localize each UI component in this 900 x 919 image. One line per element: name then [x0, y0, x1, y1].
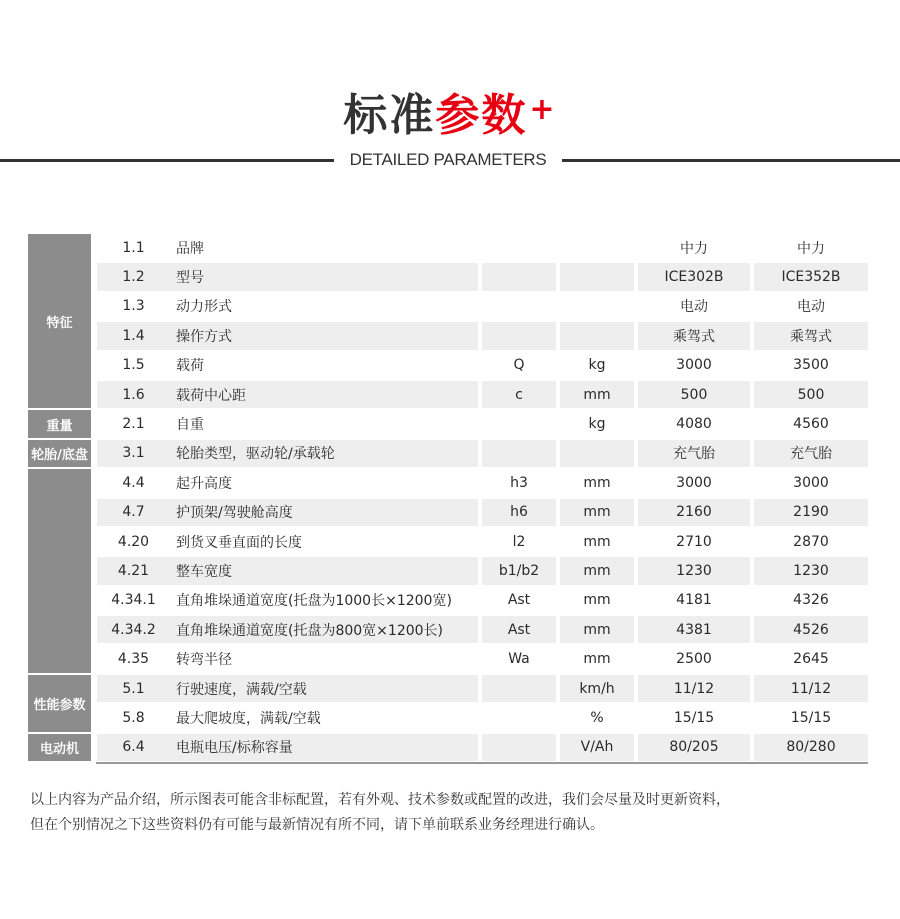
- category-tire: 轮胎/底盘: [28, 439, 94, 468]
- table-row: [28, 262, 868, 291]
- row-number: 5.1: [94, 674, 170, 703]
- row-value-1: 1230: [636, 556, 752, 585]
- row-unit: km/h: [558, 674, 636, 703]
- plus-icon: +: [529, 92, 557, 127]
- table-bottom-rule: [96, 762, 868, 764]
- row-name: 整车宽度: [170, 556, 480, 585]
- row-number: 1.1: [94, 234, 170, 262]
- row-name: 到货叉垂直面的长度: [170, 527, 480, 556]
- row-unit: [558, 292, 636, 321]
- row-value-2: 80/280: [752, 733, 868, 762]
- footnote-line-1: 以上内容为产品介绍，所示图表可能含非标配置，若有外观、技术参数或配置的改进，我们会尽量及时更新资料，: [30, 792, 730, 808]
- table-row: [28, 439, 868, 468]
- divider-right: [562, 159, 900, 162]
- row-value-2: 1230: [752, 556, 868, 585]
- row-unit: V/Ah: [558, 733, 636, 762]
- page-title: [0, 88, 900, 144]
- row-value-2: 3500: [752, 351, 868, 380]
- row-value-2: 2870: [752, 527, 868, 556]
- row-name: 轮胎类型，驱动轮/承载轮: [170, 439, 480, 468]
- category-weight: 重量: [28, 409, 94, 438]
- row-value-1: 4381: [636, 615, 752, 644]
- row-value-2: 乘驾式: [752, 321, 868, 350]
- table-row: [28, 380, 868, 409]
- row-unit: mm: [558, 527, 636, 556]
- row-value-1: 15/15: [636, 703, 752, 732]
- table-row: [28, 468, 868, 497]
- row-symbol: [480, 703, 558, 732]
- row-name: 型号: [170, 262, 480, 291]
- row-value-2: 4560: [752, 409, 868, 438]
- row-unit: [558, 321, 636, 350]
- row-value-1: 充气胎: [636, 439, 752, 468]
- row-symbol: [480, 321, 558, 350]
- row-symbol: h3: [480, 468, 558, 497]
- row-name: 转弯半径: [170, 644, 480, 673]
- table-row: [28, 586, 868, 615]
- row-value-2: 4526: [752, 615, 868, 644]
- row-value-1: 中力: [636, 234, 752, 262]
- row-number: 4.20: [94, 527, 170, 556]
- row-symbol: [480, 439, 558, 468]
- table-row: [28, 498, 868, 527]
- title-dark-part: 标准: [343, 90, 436, 141]
- row-symbol: Ast: [480, 615, 558, 644]
- footnote-line-2: 但在个别情况之下这些资料仍有可能与最新情况有所不同，请下单前联系业务经理进行确认。: [30, 817, 604, 833]
- row-name: 自重: [170, 409, 480, 438]
- row-symbol: [480, 262, 558, 291]
- category-performance: 性能参数: [28, 674, 94, 733]
- row-symbol: Wa: [480, 644, 558, 673]
- table-row: [28, 615, 868, 644]
- row-value-1: 500: [636, 380, 752, 409]
- row-symbol: Q: [480, 351, 558, 380]
- row-number: 1.3: [94, 292, 170, 321]
- table-row: [28, 527, 868, 556]
- row-value-1: 3000: [636, 351, 752, 380]
- footnote: [30, 788, 880, 838]
- row-number: 6.4: [94, 733, 170, 762]
- row-value-1: 4181: [636, 586, 752, 615]
- row-number: 4.34.2: [94, 615, 170, 644]
- row-unit: [558, 439, 636, 468]
- row-number: 1.2: [94, 262, 170, 291]
- row-symbol: [480, 409, 558, 438]
- row-value-1: 80/205: [636, 733, 752, 762]
- row-number: 4.21: [94, 556, 170, 585]
- row-number: 2.1: [94, 409, 170, 438]
- row-name: 直角堆垛通道宽度(托盘为1000长×1200宽): [170, 586, 480, 615]
- row-symbol: [480, 733, 558, 762]
- spec-table: [28, 234, 868, 763]
- row-value-2: ICE352B: [752, 262, 868, 291]
- row-value-1: 11/12: [636, 674, 752, 703]
- row-unit: mm: [558, 586, 636, 615]
- row-symbol: b1/b2: [480, 556, 558, 585]
- row-name: 护顶架/驾驶舱高度: [170, 498, 480, 527]
- row-name: 最大爬坡度，满载/空载: [170, 703, 480, 732]
- row-value-2: 500: [752, 380, 868, 409]
- row-value-2: 中力: [752, 234, 868, 262]
- row-value-1: 2710: [636, 527, 752, 556]
- row-number: 4.35: [94, 644, 170, 673]
- row-value-2: 11/12: [752, 674, 868, 703]
- row-value-1: ICE302B: [636, 262, 752, 291]
- row-unit: mm: [558, 556, 636, 585]
- table-row: [28, 234, 868, 262]
- table-row: [28, 703, 868, 732]
- row-name: 起升高度: [170, 468, 480, 497]
- row-name: 动力形式: [170, 292, 480, 321]
- row-name: 操作方式: [170, 321, 480, 350]
- title-red-part: 参数: [435, 90, 528, 141]
- row-value-2: 2190: [752, 498, 868, 527]
- row-name: 载荷中心距: [170, 380, 480, 409]
- row-number: 1.6: [94, 380, 170, 409]
- divider-left: [0, 159, 334, 162]
- row-value-2: 4326: [752, 586, 868, 615]
- row-symbol: c: [480, 380, 558, 409]
- row-value-2: 充气胎: [752, 439, 868, 468]
- row-name: 电瓶电压/标称容量: [170, 733, 480, 762]
- row-unit: kg: [558, 409, 636, 438]
- row-unit: mm: [558, 468, 636, 497]
- row-name: 品牌: [170, 234, 480, 262]
- row-number: 4.34.1: [94, 586, 170, 615]
- row-value-1: 3000: [636, 468, 752, 497]
- row-symbol: h6: [480, 498, 558, 527]
- table-row: [28, 409, 868, 438]
- row-name: 行驶速度，满载/空载: [170, 674, 480, 703]
- row-name: 直角堆垛通道宽度(托盘为800宽×1200长): [170, 615, 480, 644]
- table-row: [28, 644, 868, 673]
- table-row: [28, 292, 868, 321]
- row-number: 1.5: [94, 351, 170, 380]
- row-number: 4.7: [94, 498, 170, 527]
- row-number: 4.4: [94, 468, 170, 497]
- row-value-1: 乘驾式: [636, 321, 752, 350]
- row-value-2: 2645: [752, 644, 868, 673]
- row-unit: [558, 234, 636, 262]
- table-row: [28, 733, 868, 762]
- table-row: [28, 351, 868, 380]
- row-value-2: 3000: [752, 468, 868, 497]
- row-symbol: Ast: [480, 586, 558, 615]
- row-unit: [558, 262, 636, 291]
- row-value-1: 4080: [636, 409, 752, 438]
- category-motor: 电动机: [28, 733, 94, 762]
- table-row: [28, 556, 868, 585]
- row-value-1: 2160: [636, 498, 752, 527]
- row-value-1: 2500: [636, 644, 752, 673]
- row-symbol: [480, 674, 558, 703]
- row-name: 载荷: [170, 351, 480, 380]
- row-unit: mm: [558, 644, 636, 673]
- row-unit: mm: [558, 380, 636, 409]
- row-value-1: 电动: [636, 292, 752, 321]
- row-number: 1.4: [94, 321, 170, 350]
- row-symbol: l2: [480, 527, 558, 556]
- row-unit: mm: [558, 498, 636, 527]
- table-row: [28, 674, 868, 703]
- subtitle-row: [0, 150, 900, 172]
- category-feature: 特征: [28, 234, 94, 409]
- row-number: 5.8: [94, 703, 170, 732]
- row-symbol: [480, 234, 558, 262]
- row-value-2: 电动: [752, 292, 868, 321]
- row-unit: mm: [558, 615, 636, 644]
- row-unit: kg: [558, 351, 636, 380]
- category-dimension: [28, 468, 94, 674]
- page-subtitle: DETAILED PARAMETERS: [349, 150, 547, 169]
- row-unit: %: [558, 703, 636, 732]
- row-symbol: [480, 292, 558, 321]
- table-row: [28, 321, 868, 350]
- title-block: [0, 88, 900, 144]
- row-value-2: 15/15: [752, 703, 868, 732]
- row-number: 3.1: [94, 439, 170, 468]
